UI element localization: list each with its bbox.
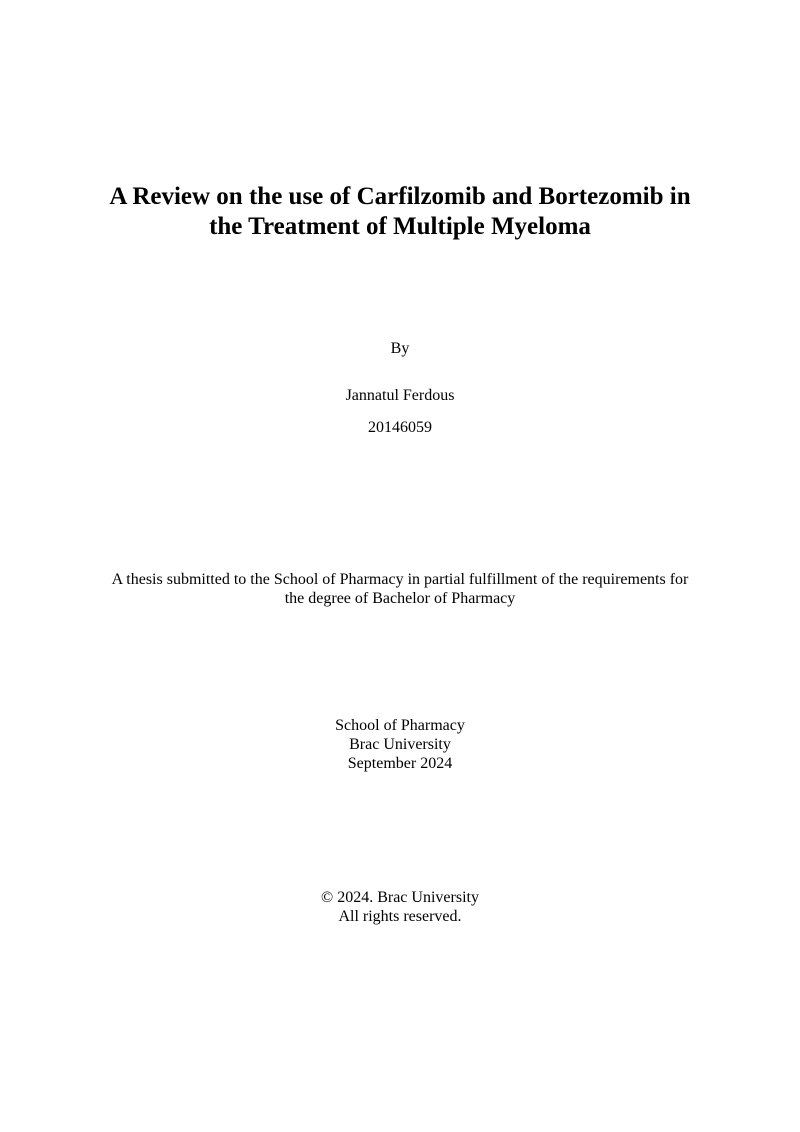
thesis-title xyxy=(60,182,740,242)
thesis-title-line-1: A Review on the use of Carfilzomib and Bortezomib in xyxy=(109,183,691,210)
university-name: Brac University xyxy=(349,736,451,753)
byline: By xyxy=(390,340,410,357)
submission-statement-line-1: A thesis submitted to the School of Pharmacy in partial fulfillment of the requirements for xyxy=(111,571,689,588)
thesis-title-line-2: the Treatment of Multiple Myeloma xyxy=(209,213,591,240)
submission-statement xyxy=(40,570,760,608)
institution-block xyxy=(60,716,740,773)
copyright-line-1: © 2024. Brac University xyxy=(321,889,479,906)
copyright-notice xyxy=(60,888,740,926)
author-name: Jannatul Ferdous xyxy=(345,387,455,404)
copyright-line-2: All rights reserved. xyxy=(338,908,462,925)
school-name: School of Pharmacy xyxy=(335,717,465,734)
student-id: 20146059 xyxy=(368,419,432,436)
submission-date: September 2024 xyxy=(347,755,453,772)
submission-statement-line-2: the degree of Bachelor of Pharmacy xyxy=(284,590,516,607)
